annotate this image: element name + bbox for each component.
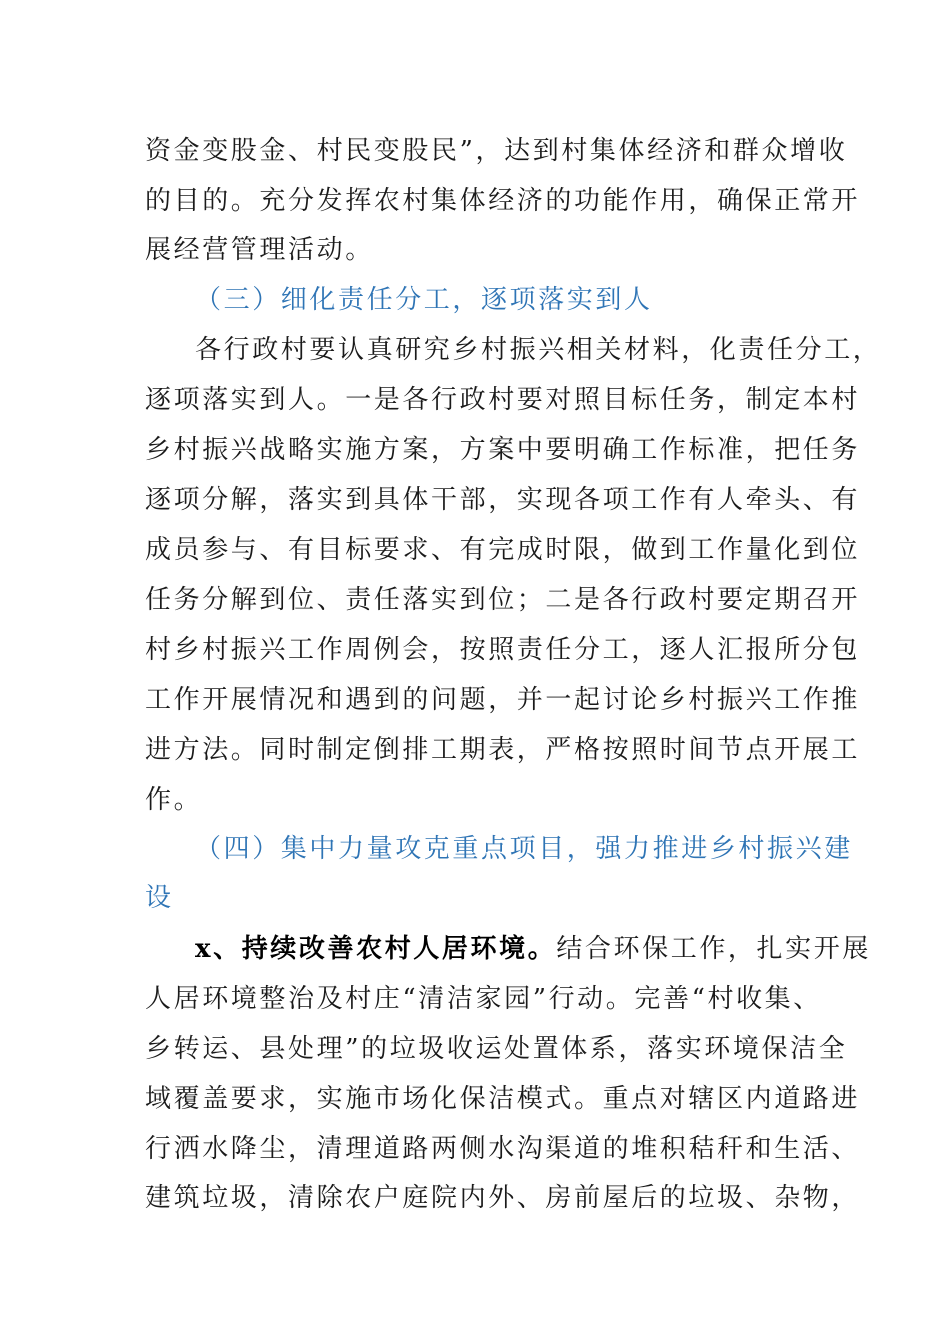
body-text-line: 的目的。充分发挥农村集体经济的功能作用，确保正常开 [145, 186, 861, 216]
body-text-line: 展经营管理活动。 [145, 235, 374, 265]
body-text-line: 进方法。同时制定倒排工期表，严格按照时间节点开展工 [145, 735, 861, 765]
body-text-line: 逐项落实到人。一是各行政村要对照目标任务，制定本村 [145, 385, 861, 415]
body-text-line: 人居环境整治及村庄“清洁家园”行动。完善“村收集、 [145, 984, 822, 1014]
body-text-line: 建筑垃圾，清除农户庭院内外、房前屋后的垃圾、杂物， [145, 1183, 861, 1213]
body-text-line: 作。 [145, 785, 203, 815]
paragraph-lead-title: x、持续改善农村人居环境。 [195, 934, 557, 964]
body-text-line: 各行政村要认真研究乡村振兴相关材料，化责任分工， [195, 335, 882, 365]
body-text-line: 村乡村振兴工作周例会，按照责任分工，逐人汇报所分包 [145, 635, 861, 665]
section-heading-3: （三）细化责任分工，逐项落实到人 [195, 285, 653, 315]
section-heading-4-continued: 设 [145, 883, 174, 913]
paragraph-lead-text: 结合环保工作，扎实开展 [556, 934, 871, 964]
body-text-line: 乡转运、县处理”的垃圾收运处置体系，落实环境保洁全 [145, 1034, 848, 1064]
paragraph-lead-line [195, 933, 871, 965]
body-text-line: 乡村振兴战略实施方案，方案中要明确工作标准，把任务 [145, 435, 861, 465]
body-text-line: 逐项分解，落实到具体干部，实现各项工作有人牵头、有 [145, 485, 861, 515]
section-heading-4: （四）集中力量攻克重点项目，强力推进乡村振兴建 [195, 834, 853, 864]
body-text-line: 任务分解到位、责任落实到位；二是各行政村要定期召开 [145, 585, 861, 615]
body-text-line: 工作开展情况和遇到的问题，并一起讨论乡村振兴工作推 [145, 685, 861, 715]
body-text-line: 域覆盖要求，实施市场化保洁模式。重点对辖区内道路进 [145, 1084, 861, 1114]
body-text-line: 资金变股金、村民变股民”，达到村集体经济和群众增收 [145, 136, 848, 166]
body-text-line: 行洒水降尘，清理道路两侧水沟渠道的堆积秸秆和生活、 [145, 1134, 861, 1164]
body-text-line: 成员参与、有目标要求、有完成时限，做到工作量化到位 [145, 535, 861, 565]
